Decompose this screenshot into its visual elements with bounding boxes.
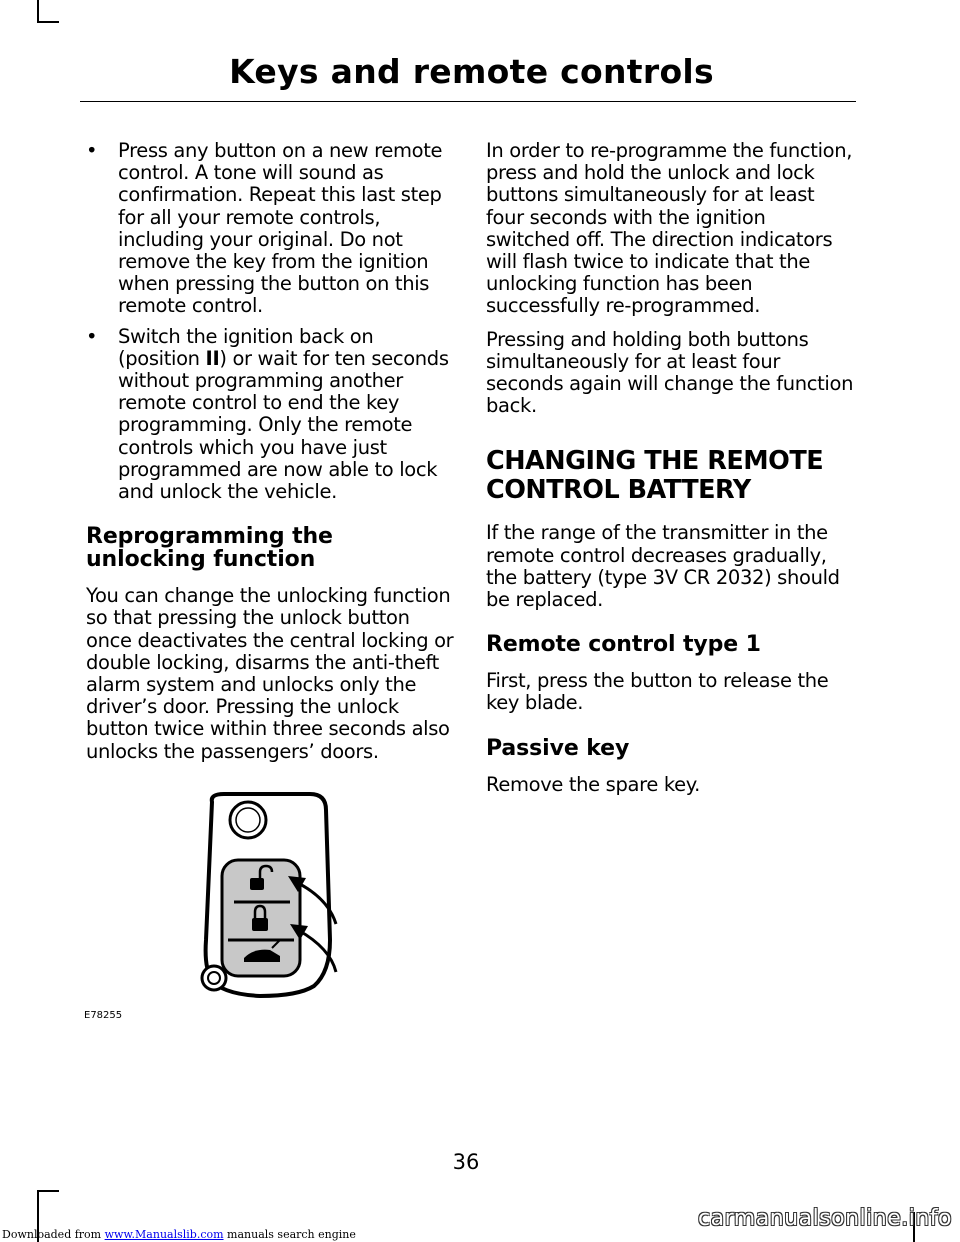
bullet-marker: • bbox=[86, 139, 98, 162]
main-heading bbox=[486, 447, 854, 505]
watermark: carmanualsonline.info bbox=[698, 1206, 952, 1231]
footer-prefix: Downloaded from bbox=[2, 1228, 105, 1241]
reprogram-paragraph: In order to re-programme the function, press and hold the unlock and lock buttons simultaneously for at least four seconds with the ignition switched off. The direction indicators will flash twice to indicate that the unlocking function has been successfully re-programmed. bbox=[486, 139, 853, 318]
passive-key-paragraph: Remove the spare key. bbox=[486, 772, 701, 796]
footer-suffix: manuals search engine bbox=[223, 1228, 356, 1241]
bullet-text-part: Switch the ignition back on (position bbox=[118, 324, 374, 370]
crop-mark-bottom-left-h bbox=[37, 1190, 59, 1192]
revert-paragraph: Pressing and holding both buttons simultaneously for at least four seconds again will change the function back. bbox=[486, 327, 854, 418]
main-heading-line: CONTROL BATTERY bbox=[486, 475, 751, 506]
left-column bbox=[86, 140, 454, 774]
bullet-item bbox=[86, 326, 454, 504]
subheading-remote-type-1: Remote control type 1 bbox=[486, 632, 761, 658]
bullet-marker: • bbox=[86, 324, 98, 348]
section-paragraph: You can change the unlocking function so that pressing the unlock button once deactivates the central locking or double locking, disarms the anti-theft alarm system and unlocks only the driver’s door. Pressing the unlock button twice within three seconds also unlocks the passengers’ doors. bbox=[86, 584, 454, 763]
crop-mark-top-left-h bbox=[37, 21, 59, 23]
bullet-text: Press any button on a new remote control. A tone will sound as confirmation. Repeat this last step for all your remote controls, including your original. Do not remove the key from the ignition when pressing the button on this remote control. bbox=[118, 139, 443, 318]
main-heading-line: CHANGING THE REMOTE bbox=[486, 446, 824, 477]
remote-key-drawing bbox=[84, 790, 374, 1022]
right-column bbox=[486, 140, 854, 807]
page-number: 36 bbox=[452, 1150, 480, 1174]
crop-mark-top-left-v bbox=[37, 0, 39, 22]
manualslib-link[interactable]: www.Manualslib.com bbox=[104, 1228, 224, 1241]
remote-key-illustration bbox=[84, 790, 374, 1022]
figure-code: E78255 bbox=[84, 1010, 123, 1021]
bullet-text-part: ) or wait for ten seconds without programming another remote control to end the key programming. Only the remote controls which you have just programmed are now able to lock and unlock the vehicle. bbox=[118, 346, 449, 504]
title-divider bbox=[80, 101, 856, 102]
subheading-passive-key: Passive key bbox=[486, 735, 630, 761]
battery-paragraph: If the range of the transmitter in the remote control decreases gradually, the battery (type 3V CR 2032) should be replaced. bbox=[486, 521, 840, 612]
remote-type-1-paragraph: First, press the button to release the key blade. bbox=[486, 669, 829, 715]
bullet-item bbox=[86, 140, 454, 318]
page-title: Keys and remote controls bbox=[229, 52, 714, 91]
section-heading: Reprogramming the unlocking function bbox=[86, 524, 333, 573]
ignition-position-label: II bbox=[205, 346, 220, 370]
download-footer bbox=[2, 1228, 356, 1241]
